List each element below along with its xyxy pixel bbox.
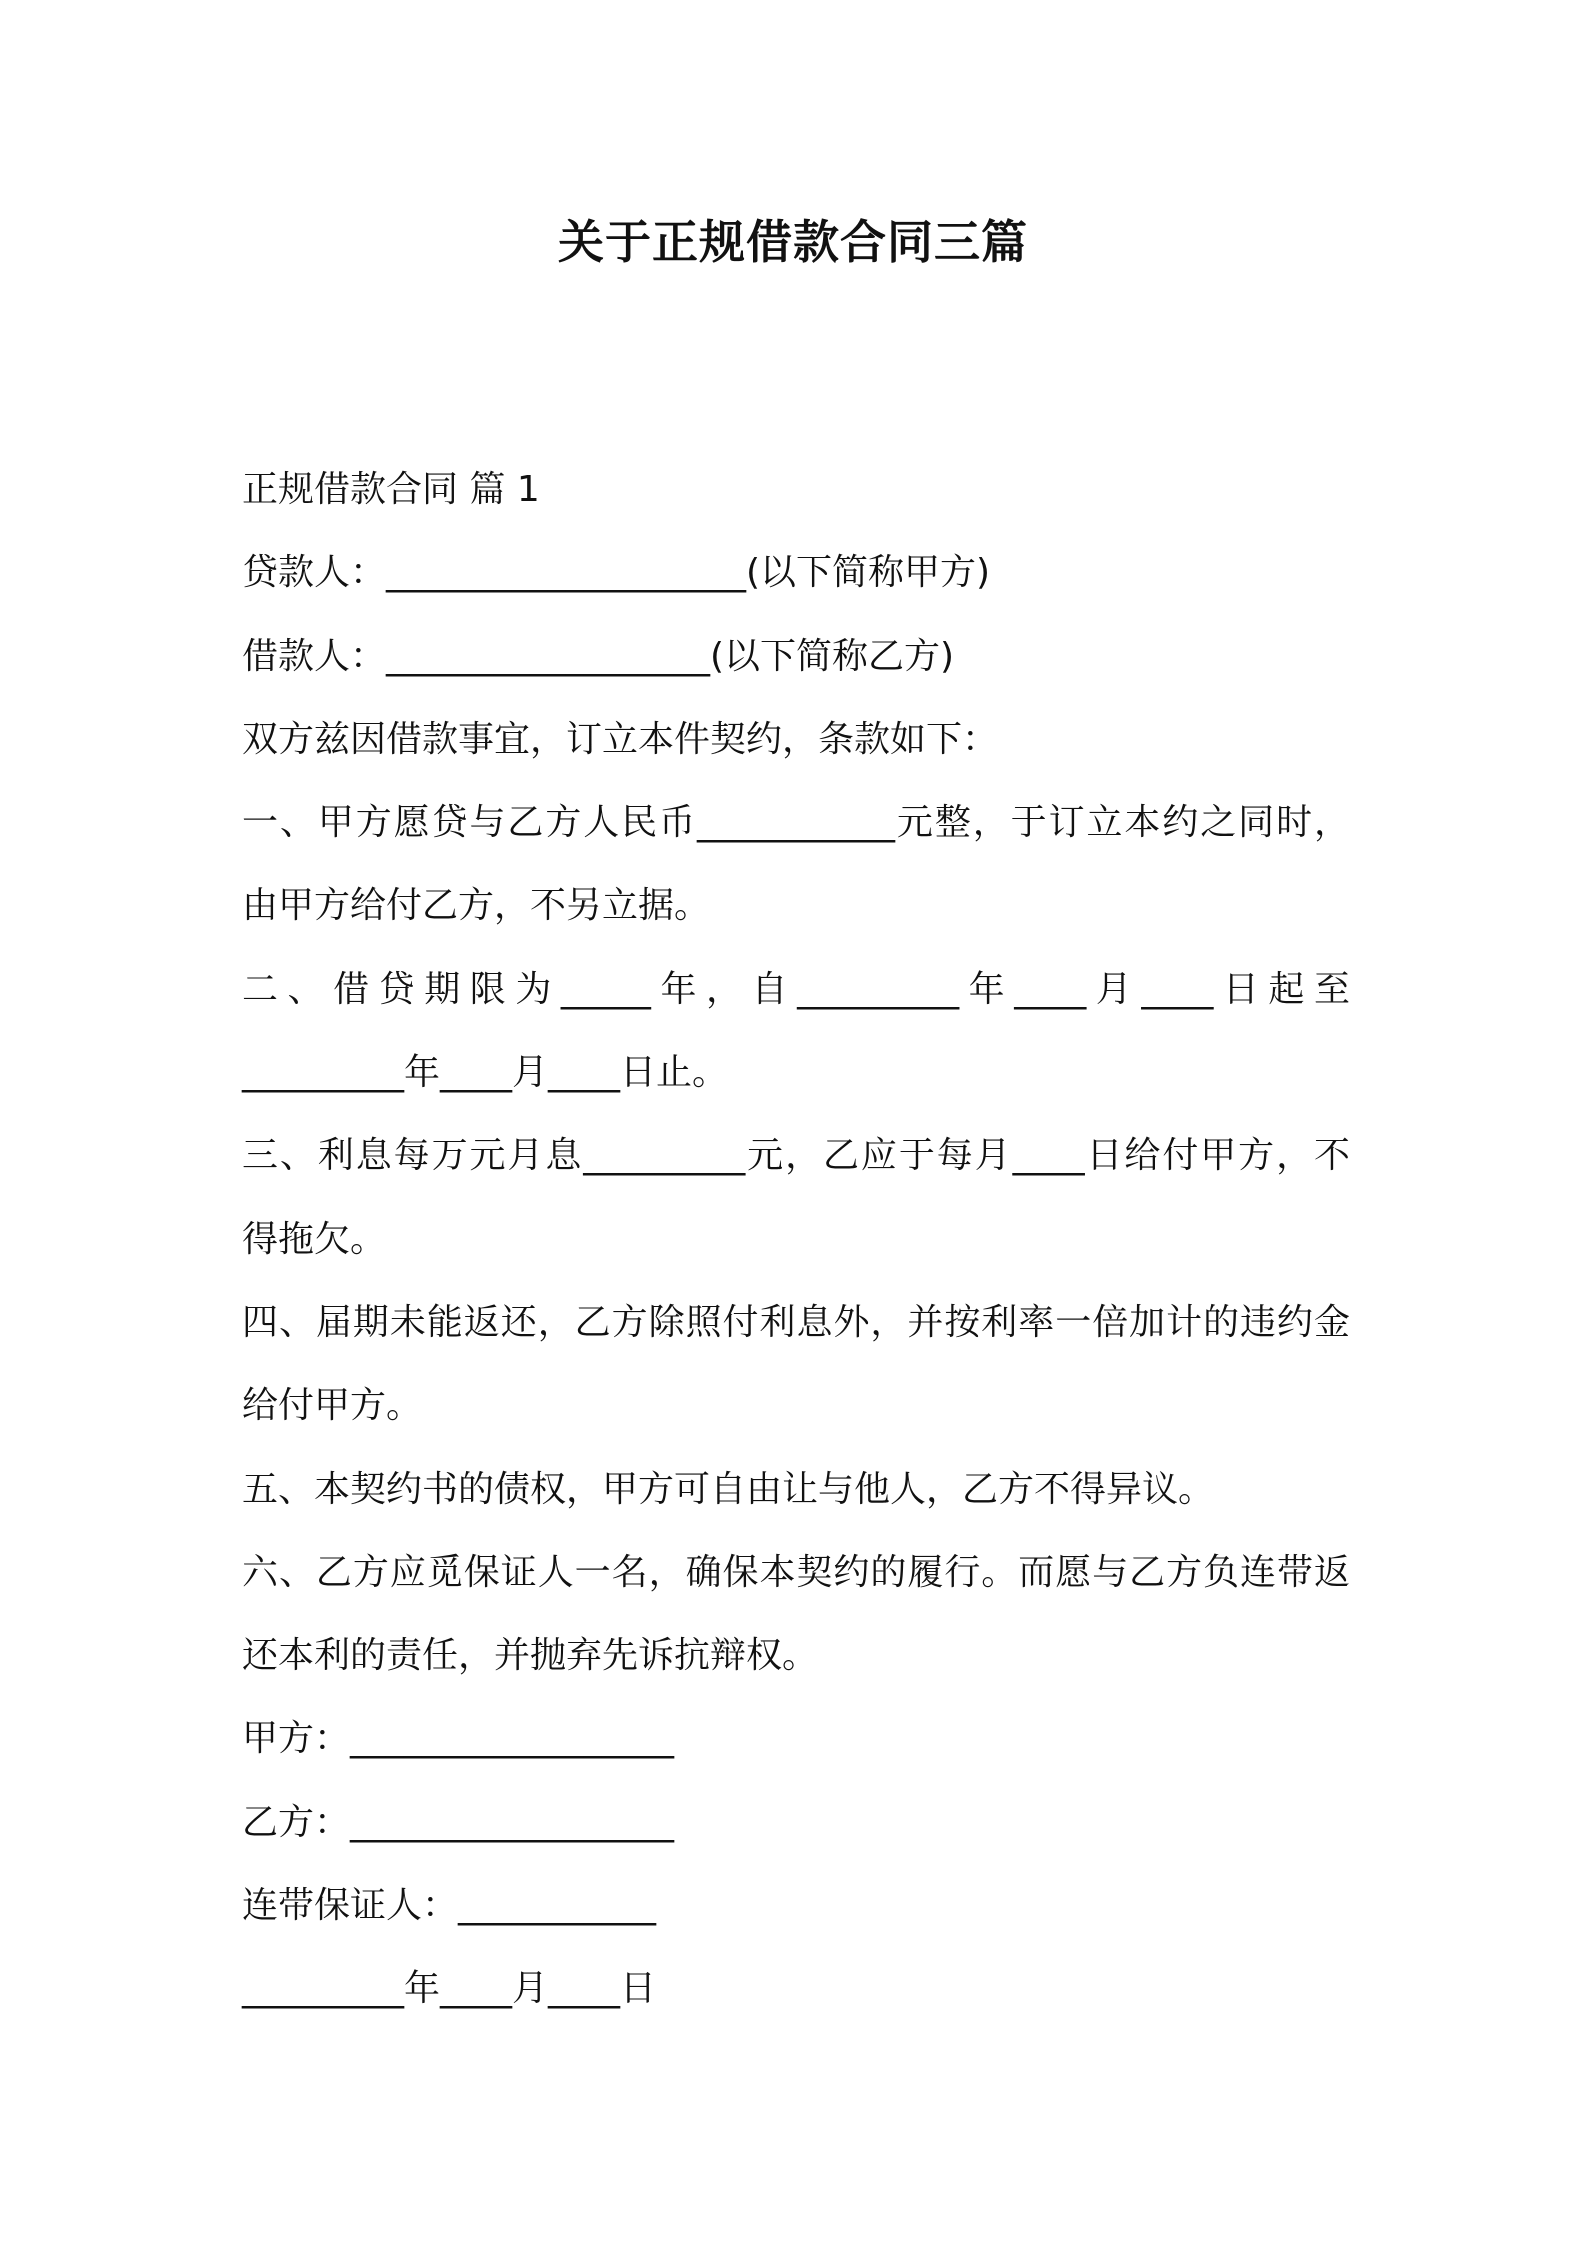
party-b-signature-line: 乙方：__________________ (242, 1801, 675, 1843)
intro-line: 双方兹因借款事宜，订立本件契约，条款如下： (242, 718, 999, 760)
date-line: _________年____月____日 (242, 1968, 656, 2010)
clause-6-line-1: 六、乙方应觅保证人一名，确保本契约的履行。而愿与乙方负连带返 (242, 1551, 1350, 1593)
clause-1-line-1: 一、甲方愿贷与乙方人民币___________元整，于订立本约之同时， (242, 802, 1350, 844)
lender-line: 贷款人：____________________(以下简称甲方) (242, 552, 991, 594)
clause-2-line-1: 二、借贷期限为_____年，自_________年____月____日起至 (242, 968, 1350, 1010)
clause-5-line-1: 五、本契约书的债权，甲方可自由让与他人，乙方不得异议。 (242, 1468, 1215, 1510)
document-body (242, 448, 1350, 2031)
section-heading: 正规借款合同 篇 1 (242, 469, 540, 510)
clause-1-line-2: 由甲方给付乙方，不另立据。 (242, 885, 711, 927)
guarantor-signature-line: 连带保证人：___________ (242, 1885, 657, 1927)
clause-3-line-2: 得拖欠。 (242, 1218, 387, 1260)
clause-6-line-2: 还本利的责任，并抛弃先诉抗辩权。 (242, 1635, 819, 1677)
clause-4-line-1: 四、届期未能返还，乙方除照付利息外，并按利率一倍加计的违约金 (242, 1301, 1350, 1343)
clause-4-line-2: 给付甲方。 (242, 1385, 423, 1427)
party-a-signature-line: 甲方：__________________ (242, 1718, 675, 1760)
clause-2-line-2: _________年____月____日止。 (242, 1052, 729, 1094)
document-title: 关于正规借款合同三篇 (558, 215, 1028, 269)
clause-3-line-1: 三、利息每万元月息_________元，乙应于每月____日给付甲方，不 (242, 1135, 1350, 1177)
borrower-line: 借款人：__________________(以下简称乙方) (242, 635, 955, 677)
